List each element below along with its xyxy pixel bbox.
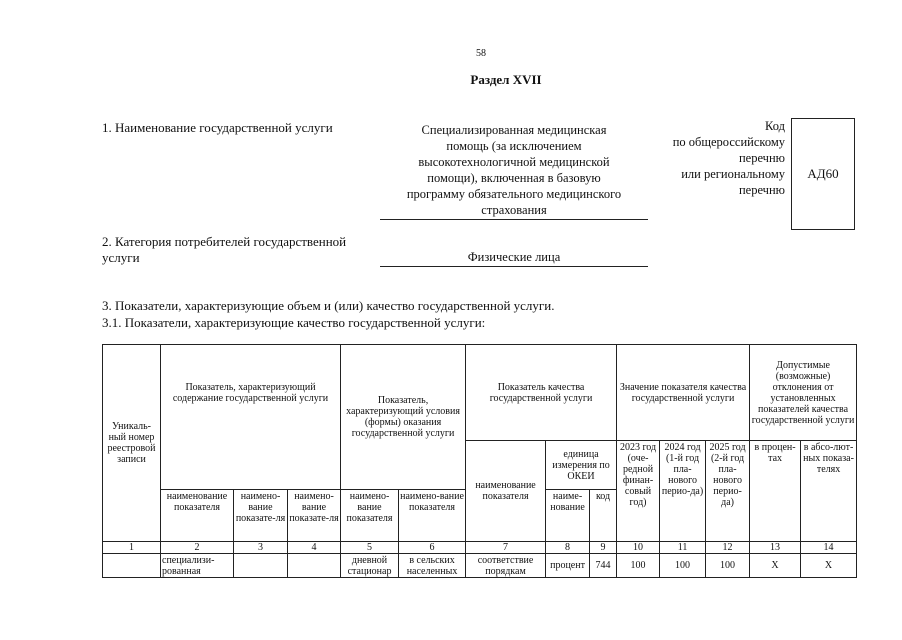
consumer-category-label [102,234,346,266]
cell-condition-2: в сельских населенных [399,554,466,578]
consumer-category-value: Физические лица [380,249,648,267]
column-number: 12 [706,542,750,554]
code-label-line: Код [765,119,785,133]
header-quality-indicator: Показатель качества государственной услуги [466,345,617,441]
header-year-2025: 2025 год (2-й год пла-нового перио-да) [706,441,750,542]
header-condition-name-1: наимено-вание показателя [341,490,399,542]
column-number: 6 [399,542,466,554]
cell-content-1: специализи-рованная [161,554,234,578]
cell-unit-name: процент [546,554,590,578]
column-number: 14 [801,542,857,554]
cell-condition-1: дневной стационар [341,554,399,578]
header-content-name-2: наимено-вание показате-ля [234,490,288,542]
cell-year-2023: 100 [617,554,660,578]
service-name-line: помощь (за исключением [446,139,582,153]
header-content-name-1: наименование показателя [161,490,234,542]
header-content-spacer [161,441,341,490]
column-number: 8 [546,542,590,554]
consumer-category-label-line: услуги [102,250,140,265]
header-allowed-deviation: Допустимые (возможные) отклонения от установленных показателей качества государственной услуги [750,345,857,441]
quality-indicators-subtitle: 3.1. Показатели, характеризующие качество государственной услуги: [102,315,486,330]
cell-content-2 [234,554,288,578]
code-label-line: или региональному [681,167,785,181]
header-conditions-indicator: Показатель, характеризующий условия (формы) оказания государственной услуги [341,345,466,490]
cell-unique-number [103,554,161,578]
header-content-name-3: наимено-вание показате-ля [288,490,341,542]
header-content-indicator: Показатель, характеризующий содержание государственной услуги [161,345,341,441]
page-number: 58 [476,48,486,59]
registry-code-value: АД60 [807,166,839,181]
header-year-2024: 2024 год (1-й год пла-нового перио-да) [660,441,706,542]
service-name-line: высокотехнологичной медицинской [418,155,610,169]
code-label-line: перечню [738,183,785,197]
column-number: 10 [617,542,660,554]
service-name-line: помощи), включенная в базовую [427,171,601,185]
cell-content-3 [288,554,341,578]
column-numbers-row [103,542,857,554]
service-name-label: 1. Наименование государственной услуги [102,120,333,135]
column-number: 1 [103,542,161,554]
header-indicator-value: Значение показателя качества государственной услуги [617,345,750,441]
column-number: 2 [161,542,234,554]
header-year-2023: 2023 год (оче-редной финан-совый год) [617,441,660,542]
header-unit-code: код [590,490,617,542]
header-indicator-name: наименование показателя [466,441,546,542]
column-number: 5 [341,542,399,554]
service-name-line: программу обязательного медицинского [406,187,622,201]
header-unit-okei: единица измерения по ОКЕИ [546,441,617,490]
indicators-title: 3. Показатели, характеризующие объем и (или) качество государственной услуги. [102,298,555,313]
cell-unit-code: 744 [590,554,617,578]
cell-year-2024: 100 [660,554,706,578]
cell-deviation-absolute: Х [801,554,857,578]
column-number: 9 [590,542,617,554]
section-title: Раздел XVII [470,72,542,87]
column-number: 4 [288,542,341,554]
cell-indicator-name: соответствие порядкам [466,554,546,578]
header-unique-number: Уникаль-ный номер реестровой записи [103,345,161,542]
registry-code-label [650,118,785,198]
registry-code-box [791,118,855,230]
quality-indicators-table [102,344,857,578]
table-row [103,554,857,578]
header-deviation-percent: в процен-тах [750,441,801,542]
column-number: 11 [660,542,706,554]
header-condition-name-2: наимено-вание показателя [399,490,466,542]
consumer-category-label-line: 2. Категория потребителей государственной [102,234,347,249]
column-number: 7 [466,542,546,554]
column-number: 13 [750,542,801,554]
header-deviation-absolute: в абсо-лют-ных показа-телях [801,441,857,542]
cell-year-2025: 100 [706,554,750,578]
header-unit-name: наиме-нование [546,490,590,542]
service-name-line: Специализированная медицинская [421,123,607,137]
service-name-line: страхования [481,203,547,217]
column-number: 3 [234,542,288,554]
service-name-value [380,122,648,220]
cell-deviation-percent: Х [750,554,801,578]
code-label-line: по общероссийскому [672,135,785,149]
code-label-line: перечню [738,151,785,165]
